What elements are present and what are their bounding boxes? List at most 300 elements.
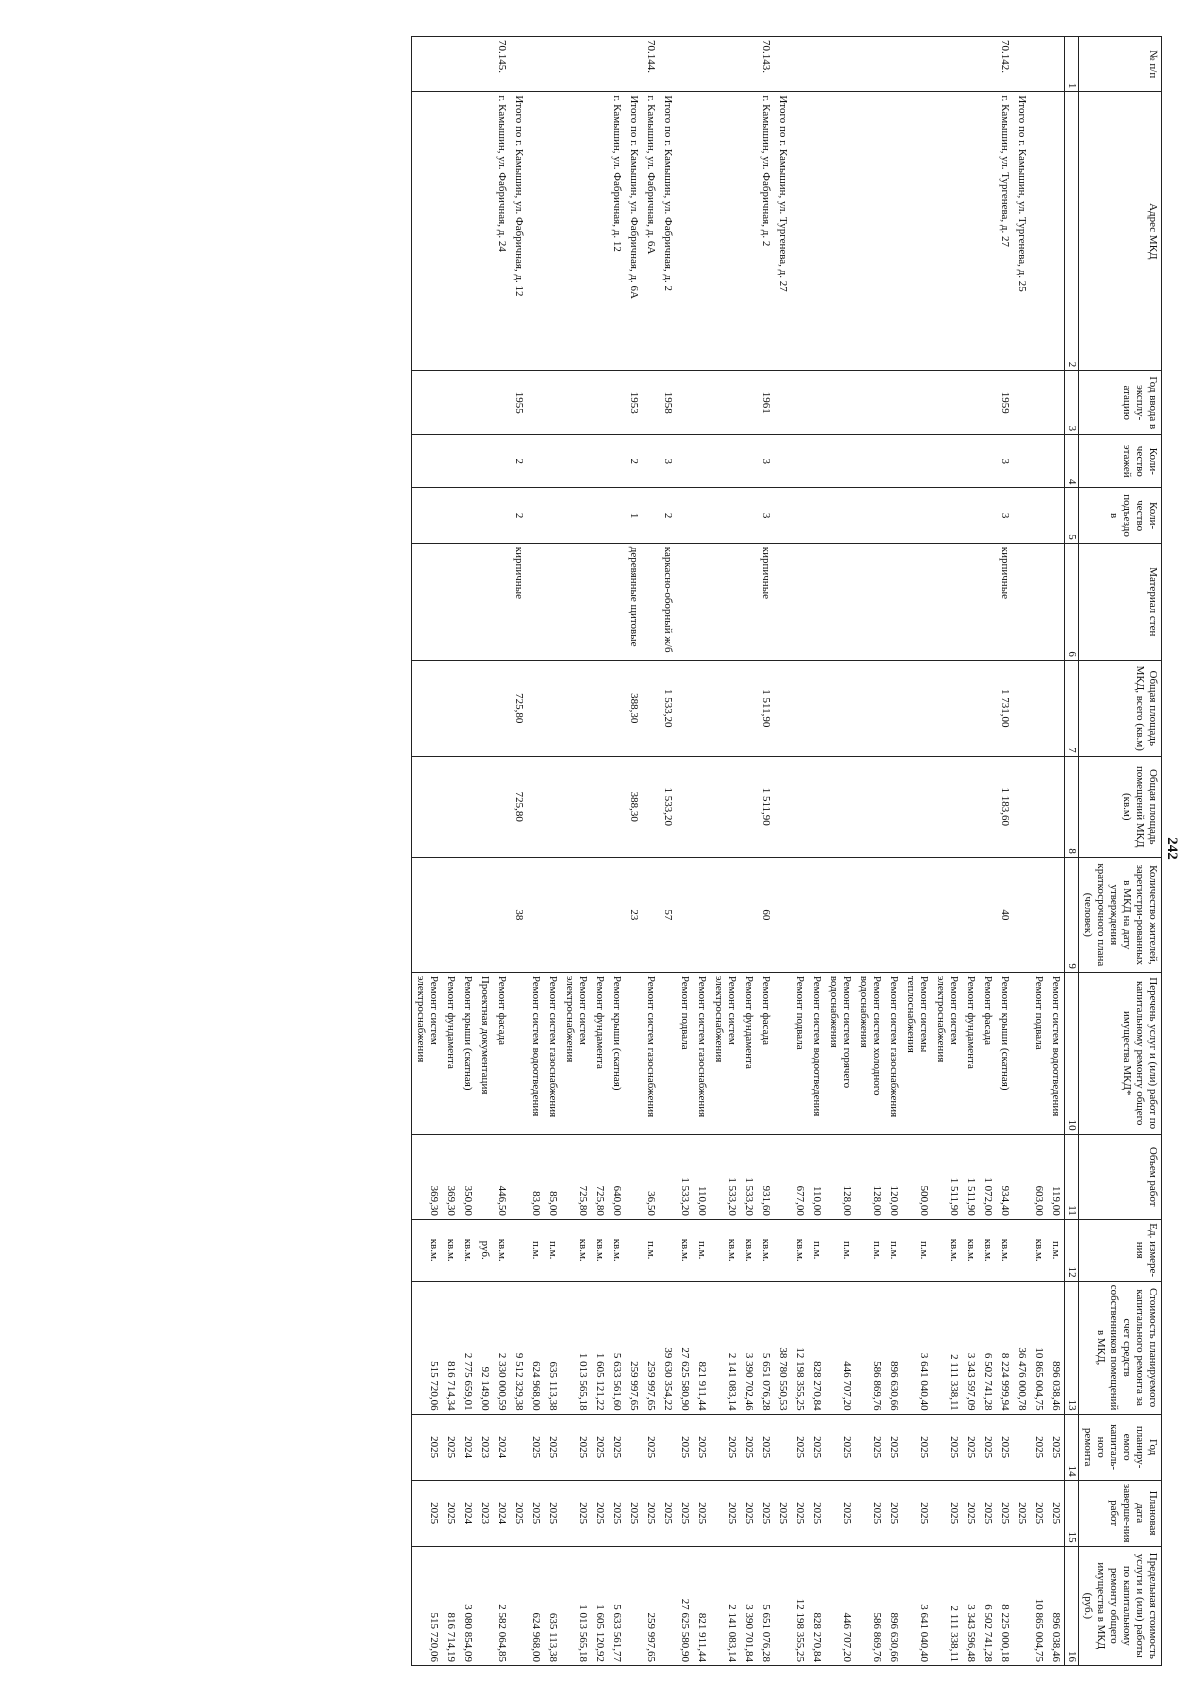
cell-wall-material [902,543,932,660]
cell-max-cost: 12 198 355,25 [791,1546,808,1665]
column-number: 9 [1065,857,1079,972]
cell-unit: кв.м. [412,1219,443,1281]
cell-residents [476,857,493,972]
cell-unit: кв.м. [979,1219,996,1281]
cell-year-built [791,371,808,435]
cell-address [962,92,979,371]
cell-floors [527,435,544,488]
cell-floors: 2 [625,435,642,488]
column-number: 13 [1065,1281,1079,1414]
cell-premises-area [459,756,476,857]
cell-wall-material [459,543,476,660]
table-row [902,37,932,1666]
cell-floors [1047,435,1065,488]
column-header: Год ввода в эксплу-атацию [1079,371,1162,435]
cell-address [412,92,443,371]
cell-entrances: 3 [757,488,774,543]
table-row [1030,37,1047,1666]
cell-unit: п.м. [825,1219,855,1281]
cell-completion-date: 2025 [608,1480,625,1546]
cell-wall-material [808,543,825,660]
cell-premises-area [676,756,693,857]
cell-total-area: 1 511,90 [757,660,774,756]
cell-address [885,92,902,371]
cell-entrances: 3 [996,488,1013,543]
table-row [979,37,996,1666]
cell-unit: кв.м. [561,1219,591,1281]
cell-wall-material: деревянные щитовые [625,543,642,660]
cell-work-volume: 1 533,20 [676,1134,693,1219]
cell-work-type: Ремонт подвала [676,972,693,1134]
cell-year-built [591,371,608,435]
cell-max-cost: 828 270,84 [808,1546,825,1665]
cell-completion-date: 2025 [544,1480,561,1546]
cell-entrances [740,488,757,543]
cell-entrances [808,488,825,543]
cell-floors [932,435,962,488]
cell-planned-cost: 2 330 000,59 [493,1281,510,1414]
cell-work-type: Ремонт систем водоотведения [1047,972,1065,1134]
cell-premises-area [442,756,459,857]
table-row [710,37,740,1666]
cell-repair-year: 2025 [808,1414,825,1480]
cell-max-cost: 10 865 004,75 [1030,1546,1047,1665]
cell-year-built [459,371,476,435]
table-row [885,37,902,1666]
cell-year-built [676,371,693,435]
cell-planned-cost: 896 630,66 [885,1281,902,1414]
cell-repair-year [625,1414,642,1480]
cell-entrances [459,488,476,543]
cell-year-built [642,371,659,435]
cell-residents: 60 [757,857,774,972]
cell-residents [493,857,510,972]
cell-row-number [459,37,476,92]
column-header: Предельная стоимость услуги и (или) работы по капитальному ремонту общего имущества в МКД (руб.) [1079,1546,1162,1665]
cell-entrances: 2 [659,488,676,543]
cell-max-cost: 446 707,20 [825,1546,855,1665]
cell-max-cost [510,1546,527,1665]
cell-address: г. Камышин, ул. Фабричная, д. 24 [493,92,510,371]
cell-completion-date: 2025 [693,1480,710,1546]
cell-residents [979,857,996,972]
cell-row-number [625,37,642,92]
cell-floors: 3 [757,435,774,488]
cell-work-type: Ремонт крыши (скатная) [459,972,476,1134]
cell-max-cost: 624 968,00 [527,1546,544,1665]
cell-floors [979,435,996,488]
cell-entrances: 2 [510,488,527,543]
cell-repair-year: 2025 [885,1414,902,1480]
cell-total-area [902,660,932,756]
cell-address [1047,92,1065,371]
cell-residents: 23 [625,857,642,972]
cell-premises-area [740,756,757,857]
cell-entrances [774,488,791,543]
cell-work-volume: 1 533,20 [740,1134,757,1219]
cell-completion-date: 2025 [855,1480,885,1546]
cell-row-number: 70.145. [493,37,510,92]
cell-completion-date: 2025 [676,1480,693,1546]
cell-row-number [855,37,885,92]
table-row [493,37,510,1666]
cell-residents [1030,857,1047,972]
cell-total-area [808,660,825,756]
cell-max-cost: 5 633 561,77 [608,1546,625,1665]
cell-work-type: Ремонт фундамента [591,972,608,1134]
cell-floors [561,435,591,488]
cell-completion-date: 2025 [510,1480,527,1546]
cell-total-area: 725,80 [510,660,527,756]
cell-max-cost: 2 582 064,85 [493,1546,510,1665]
cell-wall-material [608,543,625,660]
cell-residents [932,857,962,972]
column-number: 2 [1065,92,1079,371]
cell-planned-cost: 259 997,65 [642,1281,659,1414]
cell-repair-year: 2025 [962,1414,979,1480]
cell-total-area [1047,660,1065,756]
column-number-row [1065,37,1079,1666]
cell-wall-material [962,543,979,660]
column-number: 10 [1065,972,1079,1134]
cell-floors [1013,435,1030,488]
cell-work-type: Ремонт крыши (скатная) [996,972,1013,1134]
cell-address: Итого по г. Камышин, ул. Тургенева, д. 25 [1013,92,1030,371]
cell-row-number [608,37,625,92]
cell-wall-material [561,543,591,660]
cell-entrances [561,488,591,543]
cell-wall-material [932,543,962,660]
cell-max-cost [625,1546,642,1665]
cell-repair-year: 2025 [979,1414,996,1480]
cell-floors [855,435,885,488]
cell-year-built [693,371,710,435]
cell-row-number [791,37,808,92]
cell-total-area [693,660,710,756]
cell-planned-cost: 816 714,34 [442,1281,459,1414]
cell-year-built [1047,371,1065,435]
cell-repair-year [659,1414,676,1480]
cell-unit: кв.м. [591,1219,608,1281]
cell-total-area [710,660,740,756]
cell-entrances [544,488,561,543]
cell-work-volume: 603,00 [1030,1134,1047,1219]
column-number: 12 [1065,1219,1079,1281]
cell-max-cost: 816 714,19 [442,1546,459,1665]
cell-floors [459,435,476,488]
column-header: Объем работ [1079,1134,1162,1219]
cell-max-cost [476,1546,493,1665]
cell-work-type: Ремонт систем электроснабжения [710,972,740,1134]
cell-unit: кв.м. [442,1219,459,1281]
cell-year-built [825,371,855,435]
table-row [996,37,1013,1666]
cell-unit: руб. [476,1219,493,1281]
cell-repair-year: 2025 [642,1414,659,1480]
cell-work-type: Ремонт подвала [791,972,808,1134]
cell-premises-area [527,756,544,857]
cell-row-number [412,37,443,92]
cell-total-area [885,660,902,756]
cell-year-built [527,371,544,435]
cell-completion-date: 2025 [659,1480,676,1546]
table-row [693,37,710,1666]
cell-address [442,92,459,371]
cell-premises-area [561,756,591,857]
cell-repair-year: 2025 [825,1414,855,1480]
cell-floors [774,435,791,488]
cell-premises-area [693,756,710,857]
cell-work-type: Ремонт системы теплоснабжения [902,972,932,1134]
cell-entrances [476,488,493,543]
cell-address: Итого по г. Камышин, ул. Тургенева, д. 27 [774,92,791,371]
cell-row-number [740,37,757,92]
cell-premises-area [791,756,808,857]
cell-premises-area [808,756,825,857]
cell-wall-material [442,543,459,660]
cell-completion-date: 2025 [808,1480,825,1546]
cell-residents [885,857,902,972]
cell-work-type: Ремонт систем газоснабжения [693,972,710,1134]
table-row [757,37,774,1666]
cell-year-built [774,371,791,435]
cell-completion-date: 2023 [476,1480,493,1546]
cell-row-number: 70.142. [996,37,1013,92]
cell-premises-area: 1 511,90 [757,756,774,857]
cell-row-number [476,37,493,92]
cell-floors [476,435,493,488]
cell-entrances [1013,488,1030,543]
cell-work-type: Ремонт крыши (скатная) [608,972,625,1134]
cell-repair-year: 2025 [544,1414,561,1480]
cell-residents [902,857,932,972]
cell-entrances [902,488,932,543]
cell-completion-date: 2025 [561,1480,591,1546]
cell-wall-material [979,543,996,660]
cell-work-type: Ремонт систем газоснабжения [544,972,561,1134]
cell-residents [855,857,885,972]
cell-residents [740,857,757,972]
cell-premises-area [855,756,885,857]
cell-floors [591,435,608,488]
cell-work-type: Ремонт фасада [757,972,774,1134]
cell-wall-material [1047,543,1065,660]
cell-wall-material [693,543,710,660]
cell-year-built: 1961 [757,371,774,435]
cell-max-cost [659,1546,676,1665]
cell-floors [740,435,757,488]
cell-row-number [591,37,608,92]
cell-premises-area: 1 183,60 [996,756,1013,857]
cell-max-cost [1013,1546,1030,1665]
cell-floors [676,435,693,488]
cell-floors: 3 [996,435,1013,488]
cell-row-number [442,37,459,92]
cell-unit [774,1219,791,1281]
cell-address: г. Камышин, ул. Фабричная, д. 6А [642,92,659,371]
cell-unit: п.м. [544,1219,561,1281]
cell-address [825,92,855,371]
table-row [591,37,608,1666]
cell-work-volume: 110,00 [808,1134,825,1219]
column-header: Адрес МКД [1079,92,1162,371]
cell-planned-cost: 8 224 999,94 [996,1281,1013,1414]
cell-entrances [493,488,510,543]
cell-repair-year: 2023 [476,1414,493,1480]
cell-premises-area [412,756,443,857]
cell-max-cost: 896 038,46 [1047,1546,1065,1665]
cell-year-built: 1953 [625,371,642,435]
table-row [544,37,561,1666]
cell-max-cost: 3 641 040,40 [902,1546,932,1665]
cell-year-built [1030,371,1047,435]
column-number: 3 [1065,371,1079,435]
cell-work-volume: 725,80 [591,1134,608,1219]
cell-completion-date: 2025 [591,1480,608,1546]
cell-year-built [740,371,757,435]
cell-premises-area [902,756,932,857]
cell-unit: п.м. [527,1219,544,1281]
cell-total-area: 1 533,20 [659,660,676,756]
cell-total-area [527,660,544,756]
cell-planned-cost: 2 775 659,01 [459,1281,476,1414]
cell-premises-area [710,756,740,857]
cell-planned-cost: 5 633 561,60 [608,1281,625,1414]
cell-repair-year: 2025 [710,1414,740,1480]
cell-premises-area [493,756,510,857]
column-header: Год планиру-емого капиталь-ного ремонта [1079,1414,1162,1480]
cell-planned-cost: 1 605 121,22 [591,1281,608,1414]
cell-row-number [1030,37,1047,92]
page-number: 242 [1164,837,1180,860]
cell-address: г. Камышин, ул. Фабричная, д. 2 [757,92,774,371]
cell-completion-date: 2025 [902,1480,932,1546]
cell-address [676,92,693,371]
cell-planned-cost: 12 198 355,25 [791,1281,808,1414]
cell-max-cost: 1 013 565,18 [561,1546,591,1665]
cell-completion-date: 2025 [642,1480,659,1546]
cell-completion-date: 2025 [412,1480,443,1546]
column-number: 4 [1065,435,1079,488]
cell-total-area [855,660,885,756]
cell-address [544,92,561,371]
cell-floors [902,435,932,488]
cell-row-number [1047,37,1065,92]
cell-premises-area [979,756,996,857]
cell-address [591,92,608,371]
column-header: Количество жителей, зарегистри-рованных в МКД на дату утверждения краткосрочного плана (человек) [1079,857,1162,972]
cell-work-volume: 677,00 [791,1134,808,1219]
cell-total-area [544,660,561,756]
cell-completion-date: 2025 [885,1480,902,1546]
cell-work-type: Ремонт фундамента [962,972,979,1134]
cell-completion-date: 2025 [791,1480,808,1546]
cell-work-volume: 83,00 [527,1134,544,1219]
cell-residents [591,857,608,972]
cell-wall-material [791,543,808,660]
cell-unit: кв.м. [740,1219,757,1281]
column-header: Перечень услуг и (или) работ по капитальному ремонту общего имущества МКД* [1079,972,1162,1134]
cell-year-built [561,371,591,435]
cell-total-area [774,660,791,756]
cell-address: Итого по г. Камышин, ул. Фабричная, д. 12 [510,92,527,371]
cell-repair-year [510,1414,527,1480]
cell-total-area [676,660,693,756]
cell-unit: кв.м. [459,1219,476,1281]
cell-planned-cost: 9 512 329,38 [510,1281,527,1414]
cell-wall-material: кирпичные [996,543,1013,660]
cell-floors [642,435,659,488]
cell-residents [693,857,710,972]
cell-wall-material [774,543,791,660]
table-row [740,37,757,1666]
cell-repair-year: 2025 [996,1414,1013,1480]
cell-work-volume: 1 511,90 [962,1134,979,1219]
cell-residents [1013,857,1030,972]
cell-residents [825,857,855,972]
cell-unit: кв.м. [962,1219,979,1281]
cell-year-built [979,371,996,435]
cell-work-volume: 369,30 [442,1134,459,1219]
cell-planned-cost: 36 476 000,78 [1013,1281,1030,1414]
cell-floors: 2 [510,435,527,488]
cell-unit: кв.м. [608,1219,625,1281]
cell-row-number [544,37,561,92]
cell-repair-year: 2025 [791,1414,808,1480]
cell-repair-year: 2025 [855,1414,885,1480]
cell-repair-year: 2025 [442,1414,459,1480]
column-header: Стоимость планируемого капитального ремонта за счет средств собственников помещений в МКД, [1079,1281,1162,1414]
cell-residents: 40 [996,857,1013,972]
column-header: Общая площадь помещений МКД (кв.м) [1079,756,1162,857]
cell-address [459,92,476,371]
cell-year-built [476,371,493,435]
cell-planned-cost: 624 968,00 [527,1281,544,1414]
table-row [825,37,855,1666]
cell-entrances [527,488,544,543]
table-row [412,37,443,1666]
cell-completion-date: 2025 [1047,1480,1065,1546]
column-number: 16 [1065,1546,1079,1665]
cell-completion-date: 2025 [710,1480,740,1546]
cell-total-area [608,660,625,756]
cell-work-type: Ремонт фасада [979,972,996,1134]
column-header: Коли-чество подъездо в [1079,488,1162,543]
cell-address: Итого по г. Камышин, ул. Фабричная, д. 2 [659,92,676,371]
cell-completion-date: 2025 [625,1480,642,1546]
cell-max-cost: 635 113,38 [544,1546,561,1665]
cell-unit: кв.м. [932,1219,962,1281]
cell-unit [659,1219,676,1281]
cell-residents [791,857,808,972]
cell-premises-area: 725,80 [510,756,527,857]
header-row [1079,37,1162,1666]
cell-wall-material [642,543,659,660]
cell-repair-year: 2025 [932,1414,962,1480]
cell-floors: 3 [659,435,676,488]
cell-premises-area [774,756,791,857]
cell-max-cost: 2 111 338,11 [932,1546,962,1665]
cell-entrances [676,488,693,543]
cell-premises-area [544,756,561,857]
cell-planned-cost: 6 502 741,28 [979,1281,996,1414]
cell-unit: п.м. [693,1219,710,1281]
cell-completion-date: 2025 [962,1480,979,1546]
cell-entrances [642,488,659,543]
table-row [1047,37,1065,1666]
column-number: 11 [1065,1134,1079,1219]
table-row [625,37,642,1666]
